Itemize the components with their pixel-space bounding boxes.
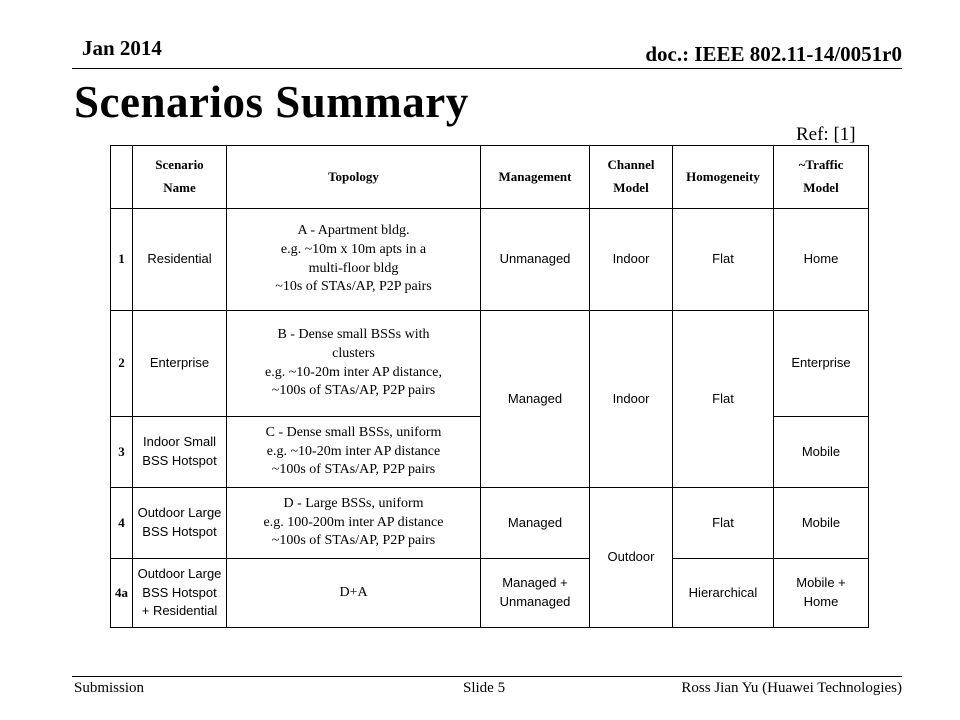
row-topology: B - Dense small BSSs with clusters e.g. ~10-20m inter AP distance, ~100s of STAs/AP, P2P pairs [227,311,481,417]
header-num [111,146,133,209]
row-topology: C - Dense small BSSs, uniform e.g. ~10-20m inter AP distance ~100s of STAs/AP, P2P pairs [227,417,481,488]
row-traffic-model: Mobile + Home [774,559,869,628]
row-management: Managed + Unmanaged [481,559,590,628]
scenarios-table [110,145,869,628]
merged-management: Managed [481,311,590,488]
row-scenario-name: Residential [133,209,227,311]
table-header-row [111,146,869,209]
row-num: 1 [111,209,133,311]
row-topology: D - Large BSSs, uniform e.g. 100-200m inter AP distance ~100s of STAs/AP, P2P pairs [227,488,481,559]
header-topology: Topology [227,146,481,209]
row-homogeneity: Hierarchical [673,559,774,628]
row-traffic-model: Mobile [774,417,869,488]
footer-submission: Submission [74,680,145,696]
row-traffic-model: Home [774,209,869,311]
row-topology: D+A [227,559,481,628]
row-scenario-name: Enterprise [133,311,227,417]
header-scenario-name: Scenario Name [133,146,227,209]
row-scenario-name: Outdoor Large BSS Hotspot [133,488,227,559]
row-scenario-name: Outdoor Large BSS Hotspot + Residential [133,559,227,628]
table-row [111,209,869,311]
row-traffic-model: Enterprise [774,311,869,417]
row-topology: A - Apartment bldg. e.g. ~10m x 10m apts in a multi-floor bldg ~10s of STAs/AP, P2P pairs [227,209,481,311]
row-scenario-name: Indoor Small BSS Hotspot [133,417,227,488]
row-num: 2 [111,311,133,417]
footer-author: Ross Jian Yu (Huawei Technologies) [681,680,902,696]
table-row [111,311,869,417]
merged-channel-model: Indoor [590,311,673,488]
merged-channel-model: Outdoor [590,488,673,628]
row-management: Unmanaged [481,209,590,311]
row-num: 3 [111,417,133,488]
footer-divider [72,676,902,677]
row-num: 4a [111,559,133,628]
row-traffic-model: Mobile [774,488,869,559]
header-homogeneity: Homogeneity [673,146,774,209]
header-divider [72,68,902,69]
row-management: Managed [481,488,590,559]
footer-slide-number: Slide 5 [463,680,506,696]
header-date: Jan 2014 [82,36,162,60]
table-row [111,488,869,559]
row-homogeneity: Flat [673,209,774,311]
header-management: Management [481,146,590,209]
row-num: 4 [111,488,133,559]
reference-note: Ref: [1] [796,124,856,145]
header-traffic-model: ~Traffic Model [774,146,869,209]
header-channel-model: Channel Model [590,146,673,209]
row-channel-model: Indoor [590,209,673,311]
header-doc-id: doc.: IEEE 802.11-14/0051r0 [645,42,902,66]
slide-title: Scenarios Summary [74,77,469,127]
row-homogeneity: Flat [673,488,774,559]
table-row [111,559,869,628]
merged-homogeneity: Flat [673,311,774,488]
